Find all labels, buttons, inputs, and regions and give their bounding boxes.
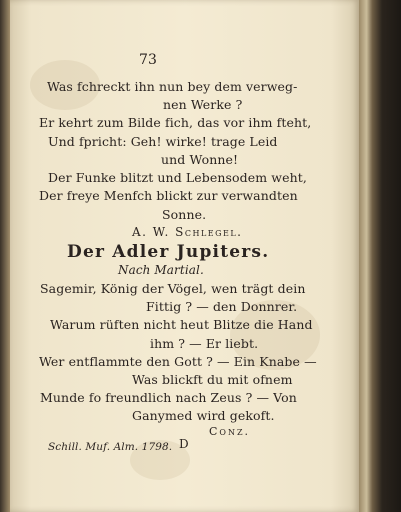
poem-line: und Wonne! [161, 152, 239, 167]
poem-line: Wer entflammte den Gott ? — Ein Knabe — [39, 354, 317, 369]
poem-line: Sonne. [162, 207, 207, 222]
poem-author: A. W. Schlegel. [132, 225, 243, 239]
poem-line: Sagemir, König der Vögel, wen trägt dein [40, 281, 306, 296]
page-edge-shadow [359, 0, 401, 512]
poem-title: Der Adler Jupiters. [67, 242, 270, 262]
source-note: Schill. Muf. Alm. 1798. [48, 441, 173, 453]
poem-line: Munde fo freundlich nach Zeus ? — Von [40, 390, 297, 405]
poem-line: Warum rüften nicht heut Blitze die Hand [50, 317, 313, 332]
poem-line: Der Funke blitzt und Lebensodem weht, [48, 170, 307, 185]
poem-line: Und fpricht: Geh! wirke! trage Leid [48, 134, 278, 149]
poem-line: Was blickft du mit ofnem [132, 372, 293, 387]
poem-line: nen Werke ? [163, 97, 243, 112]
book-spine-shadow [0, 0, 10, 512]
poem-subtitle: Nach Martial. [118, 263, 204, 277]
poem-line: Ganymed wird gekoft. [132, 408, 275, 423]
poem-line: Was fchreckt ihn nun bey dem verweg- [47, 79, 298, 94]
poem-line: Er kehrt zum Bilde fich, das vor ihm fteht, [39, 115, 312, 130]
poem-line: Fittig ? — den Donnrer. [146, 299, 298, 314]
poem-line: Der freye Menfch blickt zur verwandten [39, 188, 298, 203]
poem-author: Conz. [209, 425, 251, 438]
page-number: 73 [139, 52, 158, 68]
signature-mark: D [179, 437, 189, 451]
poem-line: ihm ? — Er liebt. [150, 336, 259, 351]
